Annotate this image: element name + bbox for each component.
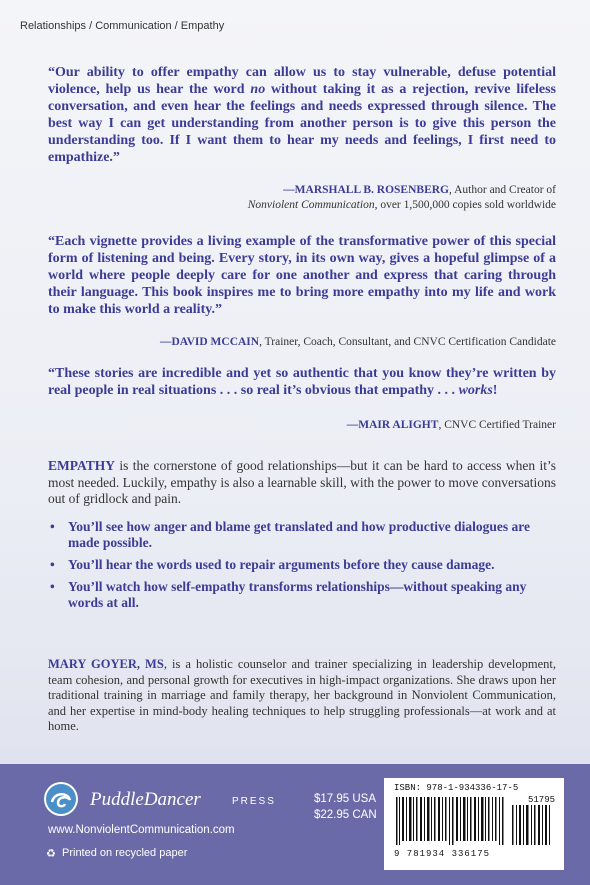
author-name: MARY GOYER, MS <box>48 657 164 671</box>
swirl-logo-icon <box>44 782 78 816</box>
category-breadcrumb: Relationships / Communication / Empathy <box>20 20 225 32</box>
quote-mccain: “Each vignette provides a living example of the transformative power of this special form of listening and being. Every story, in its own way, gives a hopeful glimpse of a world where people deeply care for one another and express that caring through their language. This book inspires me to bring more empathy into my life and work to make this world a reality.” <box>48 234 556 317</box>
attribution-name: —MARSHALL B. ROSENBERG <box>283 184 449 196</box>
price-can: $22.95 CAN <box>314 809 377 821</box>
recycled-note: Printed on recycled paper <box>62 847 188 859</box>
barcode-bars <box>394 797 554 845</box>
attribution-title: , Trainer, Coach, Consultant, and CNVC Certification Candidate <box>259 336 556 348</box>
bullet-list <box>48 519 558 617</box>
attribution-rosenberg <box>248 183 556 213</box>
bullet-item <box>48 519 558 551</box>
publisher-url[interactable]: www.NonviolentCommunication.com <box>48 824 235 836</box>
barcode-number: 9 781934 336175 <box>394 849 491 859</box>
isbn-label: ISBN: 978-1-934336-17-5 <box>394 783 519 793</box>
quote-end: ! <box>492 383 498 398</box>
attribution-book: Nonviolent Communication <box>247 199 375 211</box>
author-bio <box>48 657 556 735</box>
bullet-text: You’ll watch how self-empathy transforms relationships—without speaking any words at all. <box>68 579 527 610</box>
description-text: is the cornerstone of good relationships—but it can be hard to access when it’s most needed. Luckily, empathy is also a learnable skill, with the power to move conversations out of gridlock and pain. <box>48 458 556 506</box>
bullet-icon: • <box>50 579 55 594</box>
book-description <box>48 458 556 508</box>
bullet-item <box>48 557 558 573</box>
author-bio-text: , is a holistic counselor and trainer specializing in leadership development, team cohesion, and personal growth for executives in high-impact organizations. She draws upon her traditional training in marriage and family therapy, her background in Nonviolent Communication, and her expertise in mind-body healing techniques to help struggling professionals—at work and at home. <box>48 657 556 733</box>
barcode-addon: 51795 <box>528 795 556 805</box>
bullet-icon: • <box>50 519 55 534</box>
publisher-brand: PuddleDancer <box>90 789 201 810</box>
publisher-press: PRESS <box>232 796 276 807</box>
bullet-icon: • <box>50 557 55 572</box>
attribution-sales: , over 1,500,000 copies sold worldwide <box>374 199 556 211</box>
recycle-icon: ♻ <box>46 848 56 860</box>
quote-text: “These stories are incredible and yet so authentic that you know they’re written by real people in real situations . . . so real it’s obvious that empathy . . . <box>48 366 556 398</box>
bullet-text: You’ll hear the words used to repair arguments before they cause damage. <box>68 557 495 572</box>
attribution-name: —MAIR ALIGHT <box>346 419 439 431</box>
attribution-title: , CNVC Certified Trainer <box>438 419 556 431</box>
bullet-item <box>48 579 558 611</box>
quote-emphasis: works <box>458 383 493 398</box>
attribution-title: , Author and Creator of <box>449 184 556 196</box>
price-usa: $17.95 USA <box>314 793 377 805</box>
attribution-alight <box>347 418 556 433</box>
quote-alight <box>48 365 556 399</box>
attribution-mccain <box>160 335 556 350</box>
bullet-text: You’ll see how anger and blame get translated and how productive dialogues are made possible. <box>68 519 531 550</box>
attribution-name: —DAVID MCCAIN <box>159 336 260 348</box>
quote-rosenberg: “Our ability to offer empathy can allow us to stay vulnerable, defuse potential violence, help us hear the word no without taking it as a rejection, revive lifeless conversation, and even hear the feelings and needs expressed through silence. The best way I can get understanding from another person is to give this person the understanding too. If I want them to hear my needs and feelings, I first need to empathize.” <box>48 65 556 165</box>
description-lead: EMPATHY <box>48 458 115 473</box>
